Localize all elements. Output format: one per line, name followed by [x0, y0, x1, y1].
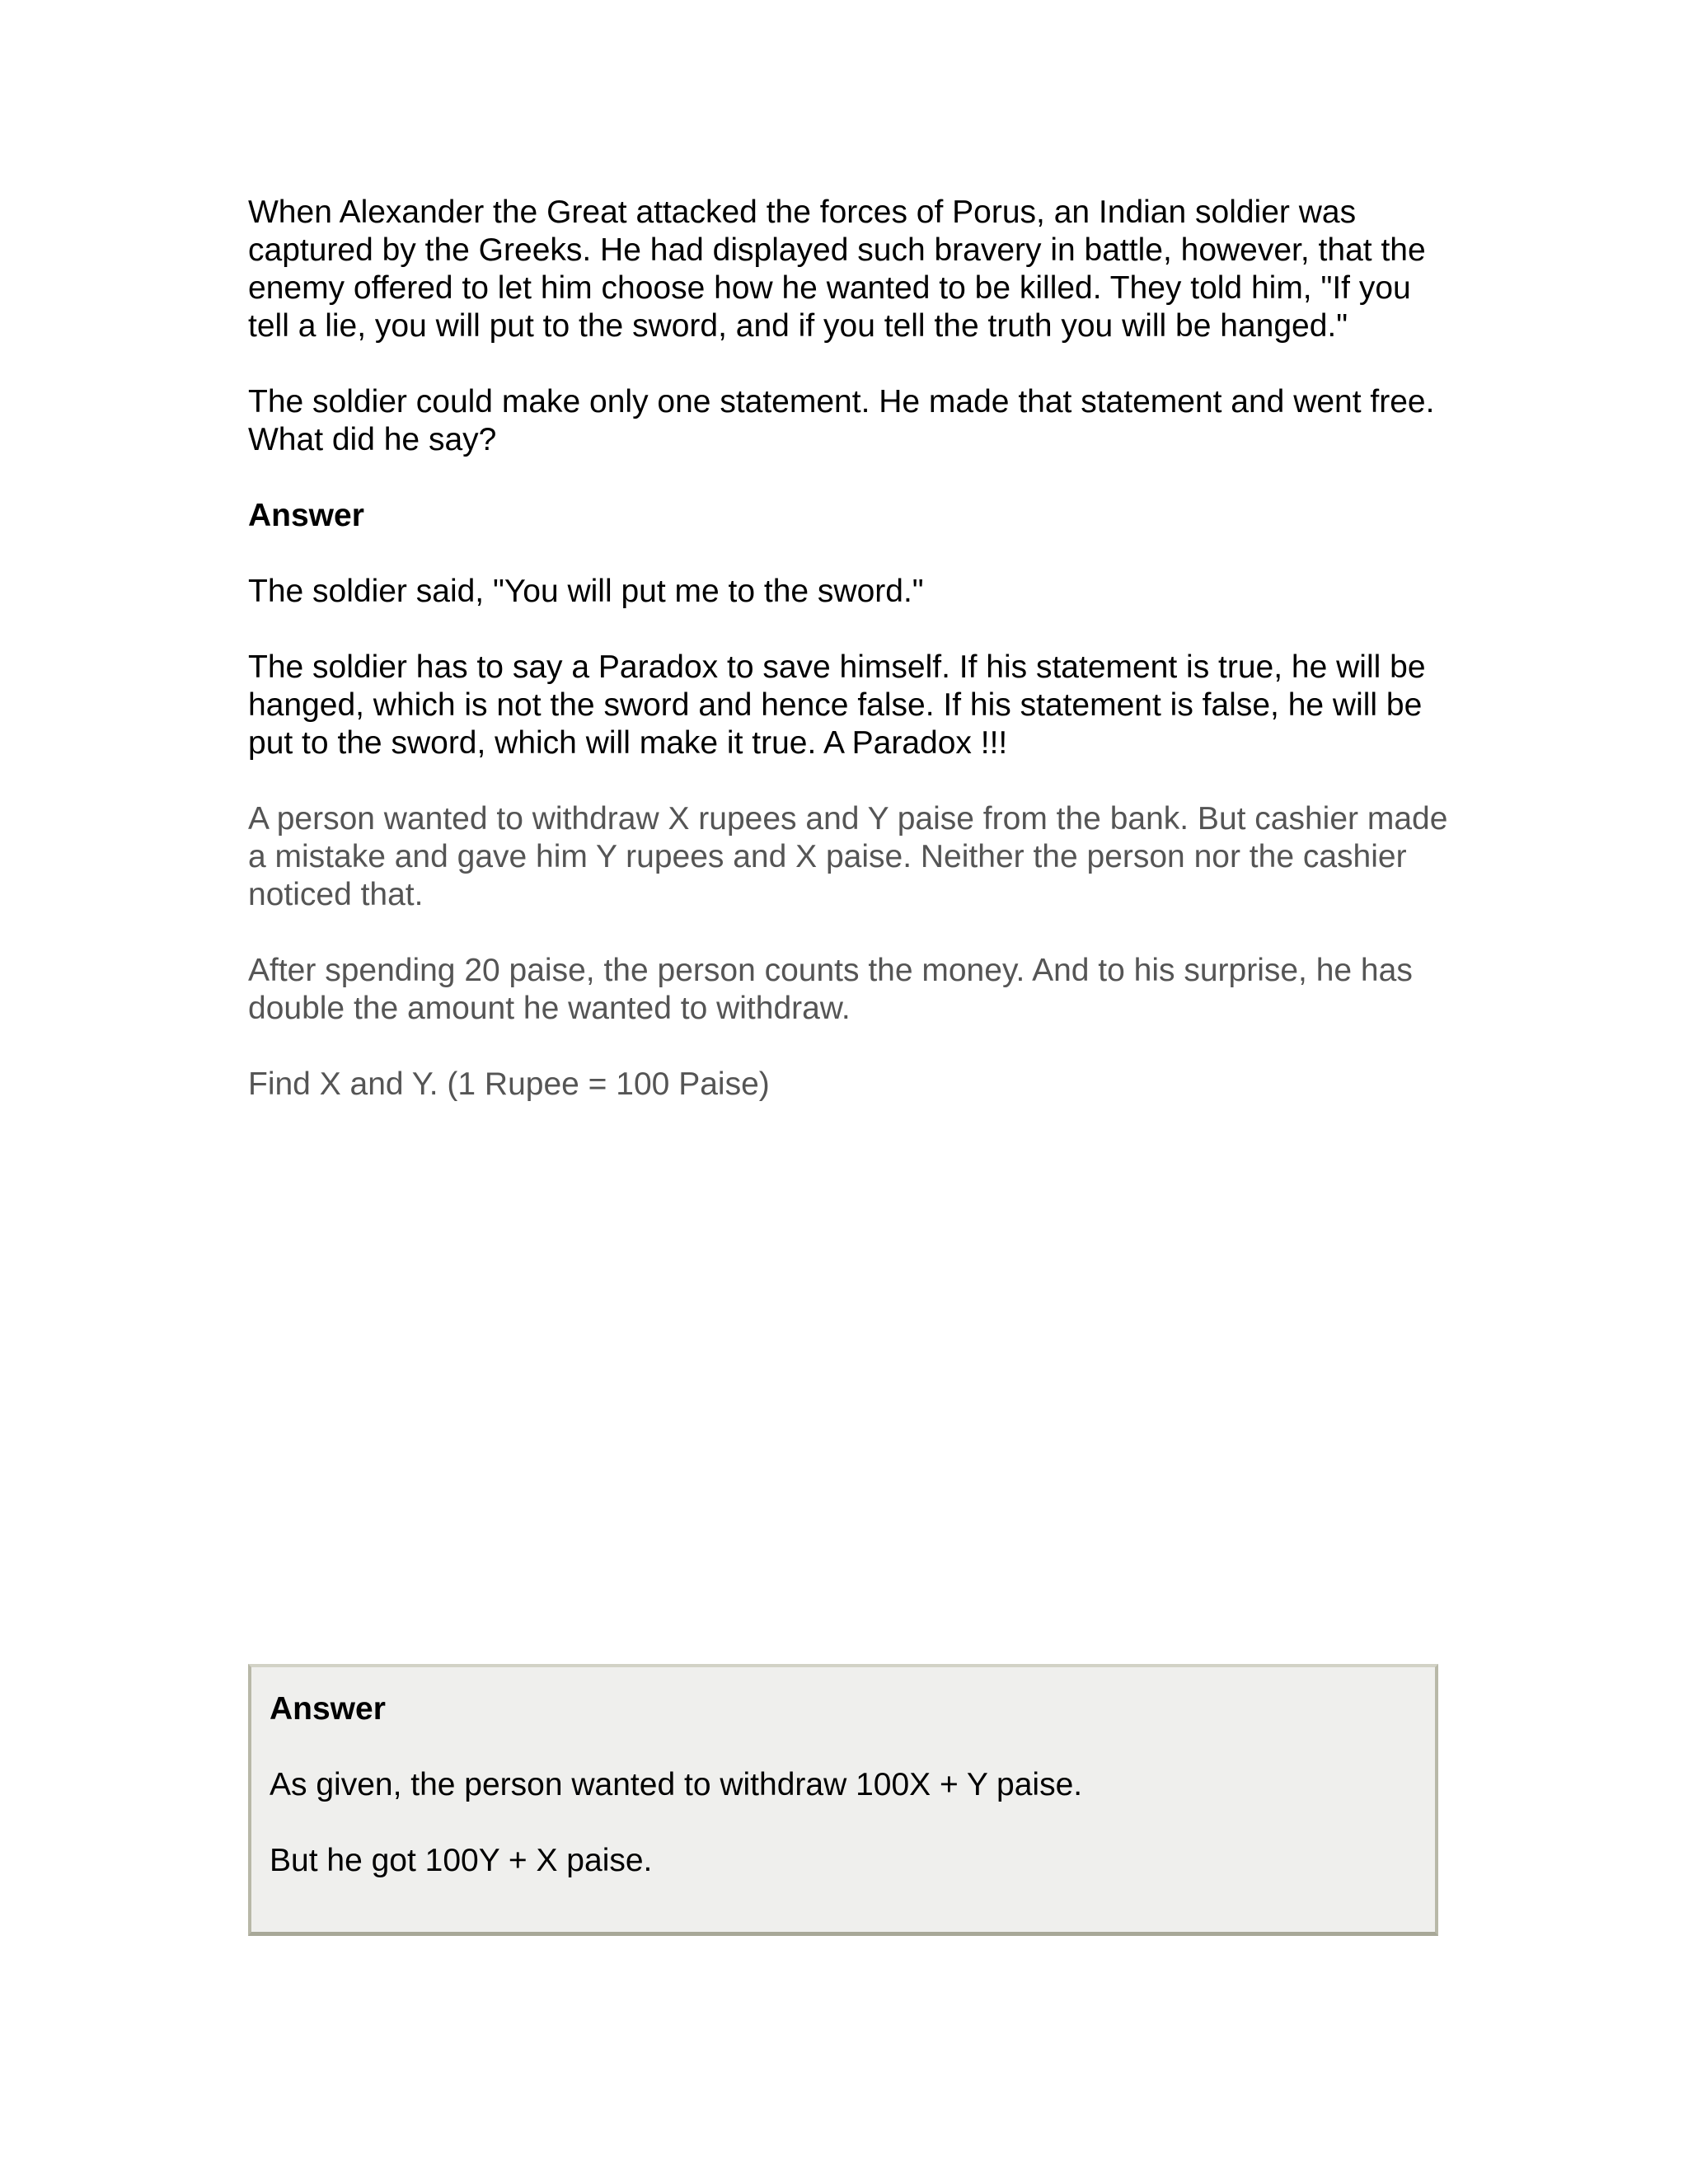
- answer-box-line2: But he got 100Y + X paise.: [270, 1843, 653, 1878]
- answer-box-heading: Answer: [270, 1691, 386, 1727]
- puzzle1-answer-heading: Answer: [248, 498, 364, 533]
- answer-box: [248, 1664, 1438, 1936]
- puzzle1-explanation: The soldier has to say a Paradox to save himself. If his statement is true, he will be hanged, which is not the sword and hence false. If his statement is false, he will be put to the sword, which will make it true. A Paradox !!!: [248, 649, 1426, 761]
- answer-box-line1: As given, the person wanted to withdraw 100X + Y paise.: [270, 1767, 1083, 1802]
- document-body: [248, 194, 1451, 1104]
- puzzle2-question: Find X and Y. (1 Rupee = 100 Paise): [248, 1066, 770, 1102]
- puzzle2-intro-paragraph: A person wanted to withdraw X rupees and Y paise from the bank. But cashier made a mistake and gave him Y rupees and X paise. Neither the person nor the cashier noticed that.: [248, 801, 1448, 912]
- puzzle1-answer-line: The soldier said, "You will put me to the sword.": [248, 574, 924, 609]
- puzzle2-detail-paragraph: After spending 20 paise, the person counts the money. And to his surprise, he has double the amount he wanted to withdraw.: [248, 953, 1413, 1026]
- puzzle1-question-paragraph: The soldier could make only one statement. He made that statement and went free. What did he say?: [248, 384, 1435, 457]
- puzzle1-intro-paragraph: When Alexander the Great attacked the forces of Porus, an Indian soldier was captured by the Greeks. He had displayed such bravery in battle, however, that the enemy offered to let him choose how he wanted to be killed. They told him, "If you tell a lie, you will put to the sword, and if you tell the truth you will be hanged.": [248, 194, 1426, 344]
